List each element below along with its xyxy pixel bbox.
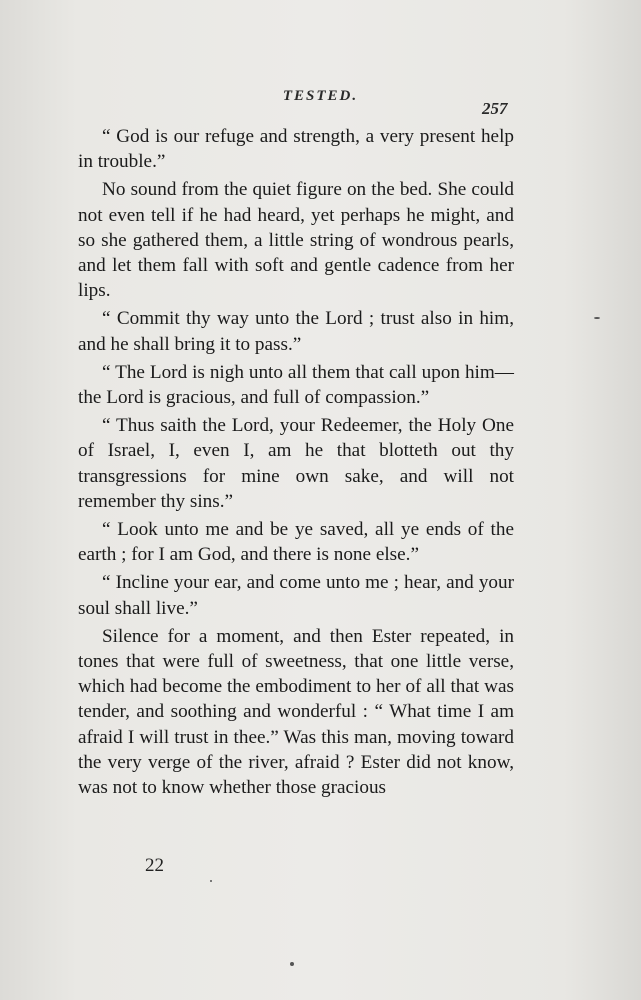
paragraph: “ God is our refuge and strength, a very present help in trouble.”: [78, 126, 514, 173]
paragraph: Silence for a moment, and then Ester repeated, in tones that were full of sweetness, that one little verse, which had become the embodiment to her of all that was tender, and soothing and wonderful : “ What time I am afraid I will trust in thee.” Was this man, moving toward the very verge of the river, afraid ? Ester did not know, was not to know whether those gracious: [78, 625, 514, 799]
body-text: [78, 124, 514, 800]
paragraph: “ Look unto me and be ye saved, all ye ends of the earth ; for I am God, and there is none else.”: [78, 519, 514, 566]
ink-speck: [594, 317, 600, 319]
ink-speck: [290, 962, 294, 966]
page-number: 257: [482, 99, 508, 118]
paragraph: “ Commit thy way unto the Lord ; trust also in him, and he shall bring it to pass.”: [78, 308, 514, 355]
paragraph: “ Thus saith the Lord, your Redeemer, the Holy One of Israel, I, even I, am he that blotteth out thy transgressions for mine own sake, and will not remember thy sins.”: [78, 415, 514, 512]
paragraph: “ Incline your ear, and come unto me ; hear, and your soul shall live.”: [78, 572, 514, 619]
signature-mark: 22: [145, 855, 164, 876]
running-head: TESTED.: [282, 88, 359, 104]
paragraph: No sound from the quiet figure on the bed. She could not even tell if he had heard, yet perhaps he might, and so she gathered them, a little string of wondrous pearls, and let them fall with soft and gentle cadence from her lips.: [78, 179, 514, 302]
paragraph: “ The Lord is nigh unto all them that call upon him—the Lord is gracious, and full of compassion.”: [78, 361, 514, 409]
ink-speck: [210, 880, 212, 882]
